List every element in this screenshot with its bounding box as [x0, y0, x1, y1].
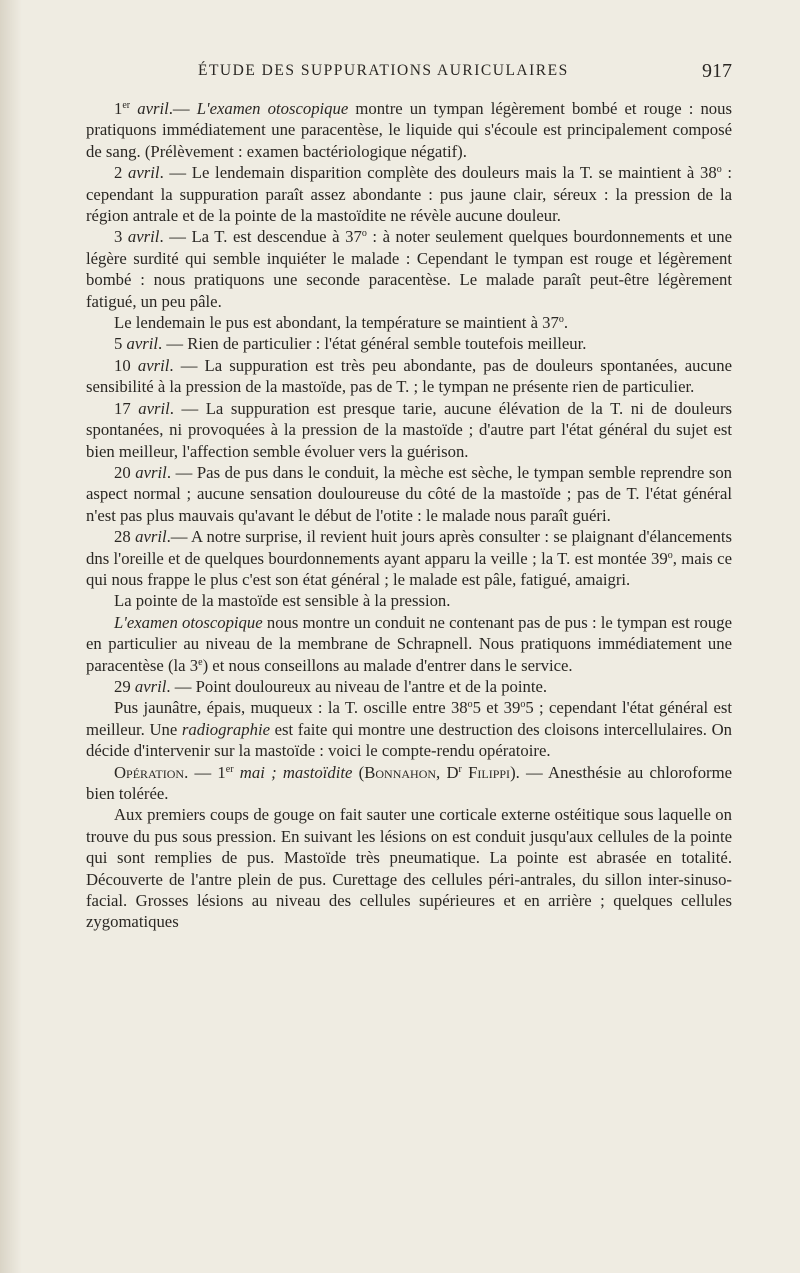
paragraph	[86, 612, 732, 676]
text-run: . — Le lendemain disparition complète des douleurs mais la T. se maintient à 38	[159, 163, 717, 183]
text-run: e	[198, 656, 203, 668]
text-run: Pus jaunâtre, épais, muqueux : la T. oscille entre 38	[114, 698, 468, 718]
text-run: o	[520, 699, 526, 711]
text-run: avril	[128, 163, 160, 183]
text-run: mai ; mastoïdite	[239, 762, 353, 782]
text-run: . — La suppuration est presque tarie, aucune élévation de la T. ni de douleurs spontanées, ni provoquées à la pression de la mastoïde ; d'autre part l'état général du sujet est bien meilleur, l'affection semble évoluer vers la guérison.	[86, 398, 733, 461]
text-run: 29	[114, 676, 135, 696]
text-run: . — Pas de pus dans le conduit, la mèche est sèche, le tympan semble reprendre son aspect normal ; aucune sensation douloureuse du côté de la mastoïde ; pas de T. l'état général n'est pas plus mauvais qu'avant le début de l'otite : le malade nous paraît guéri.	[86, 462, 733, 525]
text-run: er	[225, 763, 234, 775]
body-text	[86, 98, 732, 933]
text-run: . — Point douloureux au niveau de l'antre et de la pointe.	[166, 676, 548, 696]
paragraph	[86, 355, 732, 398]
paragraph	[86, 462, 732, 526]
paragraph	[86, 333, 732, 354]
text-run: Opération	[114, 762, 185, 782]
paragraph	[86, 162, 732, 226]
text-run: 2	[114, 163, 129, 183]
text-run: L'examen otoscopique	[114, 612, 263, 632]
text-run: . — 1	[184, 762, 226, 782]
paragraph	[86, 526, 732, 590]
text-run: . — La suppuration est très peu abondante, pas de douleurs spontanées, aucune sensibilité à la pression de la mastoïde, pas de T. ; le tympan ne présente rien de particulier.	[86, 355, 732, 397]
text-run: , D	[436, 762, 459, 782]
page-edge-shadow	[0, 0, 22, 1273]
paragraph	[86, 676, 732, 697]
text-run: ) et nous conseillons au malade d'entrer dans le service.	[202, 655, 573, 675]
paragraph	[86, 226, 732, 312]
paragraph	[86, 762, 732, 805]
running-title: ÉTUDE DES SUPPURATIONS AURICULAIRES	[198, 62, 569, 79]
text-run: La pointe de la mastoïde est sensible à la pression.	[114, 591, 451, 611]
text-run: avril	[126, 334, 159, 354]
text-run: 28	[114, 527, 136, 547]
text-run: r	[458, 763, 462, 775]
text-run: avril	[135, 527, 167, 547]
text-run: radiographie	[181, 719, 270, 739]
text-run: Aux premiers coups de gouge on fait sauter une corticale externe ostéitique sous laquelle on trouve du pus sous pression. En suivant les lésions on est conduit jusqu'aux cellules de la pointe qui sont remplies de pus. Mastoïde très pneumatique. La pointe est abrasée en totalité. Découverte de l'antre plein de pus. Curettage des cellules péri-antrales, du sillon inter-sinuso-facial. Grosses lésions au niveau des cellules supérieures et en arrière ; quelques cellules zygomatiques	[86, 805, 732, 932]
text-run: er	[122, 100, 131, 111]
text-run: montre un tympan légèrement bombé et rouge : nous pratiquons immédiatement une paracentèse, le liquide qui s'écoule est principalement composé de sang. (Prélèvement : examen bactériologique négatif).	[86, 99, 732, 161]
text-run: : cependant la suppuration paraît assez abondante : pus jaune clair, séreux : la pression de la région antrale et de la pointe de la mastoïdite ne révèle aucune douleur.	[86, 163, 733, 226]
text-run: nous montre un conduit ne contenant pas de pus : le tympan est rouge en particulier au niveau de la membrane de Schrapnell. Nous pratiquons immédiatement une paracentèse (la 3	[86, 612, 732, 675]
text-run: 20	[114, 462, 136, 482]
paragraph	[86, 398, 732, 462]
text-run: o	[716, 164, 722, 176]
page-number: 917	[702, 60, 732, 82]
text-run: L'examen otoscopique	[196, 99, 349, 118]
paragraph	[86, 590, 732, 611]
text-run: est faite qui montre une destruction des cloisons intercellulaires. On décide d'intervenir sur la mastoïde : voici le compte-rendu opératoire.	[86, 719, 732, 761]
text-run: avril	[127, 227, 160, 247]
text-run: .— A notre surprise, il revient huit jours après consulter : se plaignant d'élancements dns l'oreille et de quelques bourdonnements ayant apparu la veille ; la T. est montée 39	[86, 527, 732, 568]
text-run: Filippi	[468, 762, 511, 782]
page-header	[86, 60, 732, 86]
text-run: o	[467, 699, 473, 711]
text-run: 10	[114, 355, 138, 375]
text-run: .—	[168, 99, 197, 118]
text-run: avril	[130, 99, 169, 118]
text-run: (	[352, 762, 365, 782]
text-run: Bonnahon	[364, 762, 437, 782]
paragraph	[86, 98, 732, 162]
paragraph	[86, 312, 732, 333]
text-run: 5	[114, 334, 127, 354]
text-run: o	[667, 549, 673, 561]
text-run: Le lendemain le pus est abondant, la température se maintient à 37	[114, 313, 559, 333]
text-run: o	[558, 314, 564, 326]
text-run: . — La T. est descendue à 37	[159, 227, 362, 247]
text-run: 5 et 39	[472, 698, 521, 718]
text-run: .	[563, 313, 569, 333]
text-run: 3	[114, 227, 128, 247]
text-run: avril	[138, 398, 170, 418]
paragraph	[86, 804, 732, 932]
paragraph	[86, 697, 732, 761]
text-run: 5 ; cependant l'état général est meilleur. Une	[86, 698, 732, 739]
text-run: ). — Anesthésie au chloroforme bien tolérée.	[86, 762, 732, 803]
text-run: . — Rien de particulier : l'état général semble toutefois meilleur.	[158, 334, 587, 354]
text-run: , mais ce qui nous frappe le plus c'est son état général ; le malade est pâle, fatigué, amaigri.	[86, 548, 732, 589]
text-run: 17	[114, 398, 139, 418]
text-run: avril	[135, 462, 167, 482]
text-run: avril	[137, 355, 170, 375]
text-run: : à noter seulement quelques bourdonnements et une légère surdité qui semble inquiéter le malade : Cependant le tympan est rouge et légèrement bombé : nous pratiquons une seconde paracentèse. Le malade paraît peut-être légèrement fatigué, un peu pâle.	[86, 227, 732, 311]
text-run: 1	[114, 99, 123, 118]
text-run: o	[361, 228, 367, 240]
text-run: avril	[134, 676, 167, 696]
